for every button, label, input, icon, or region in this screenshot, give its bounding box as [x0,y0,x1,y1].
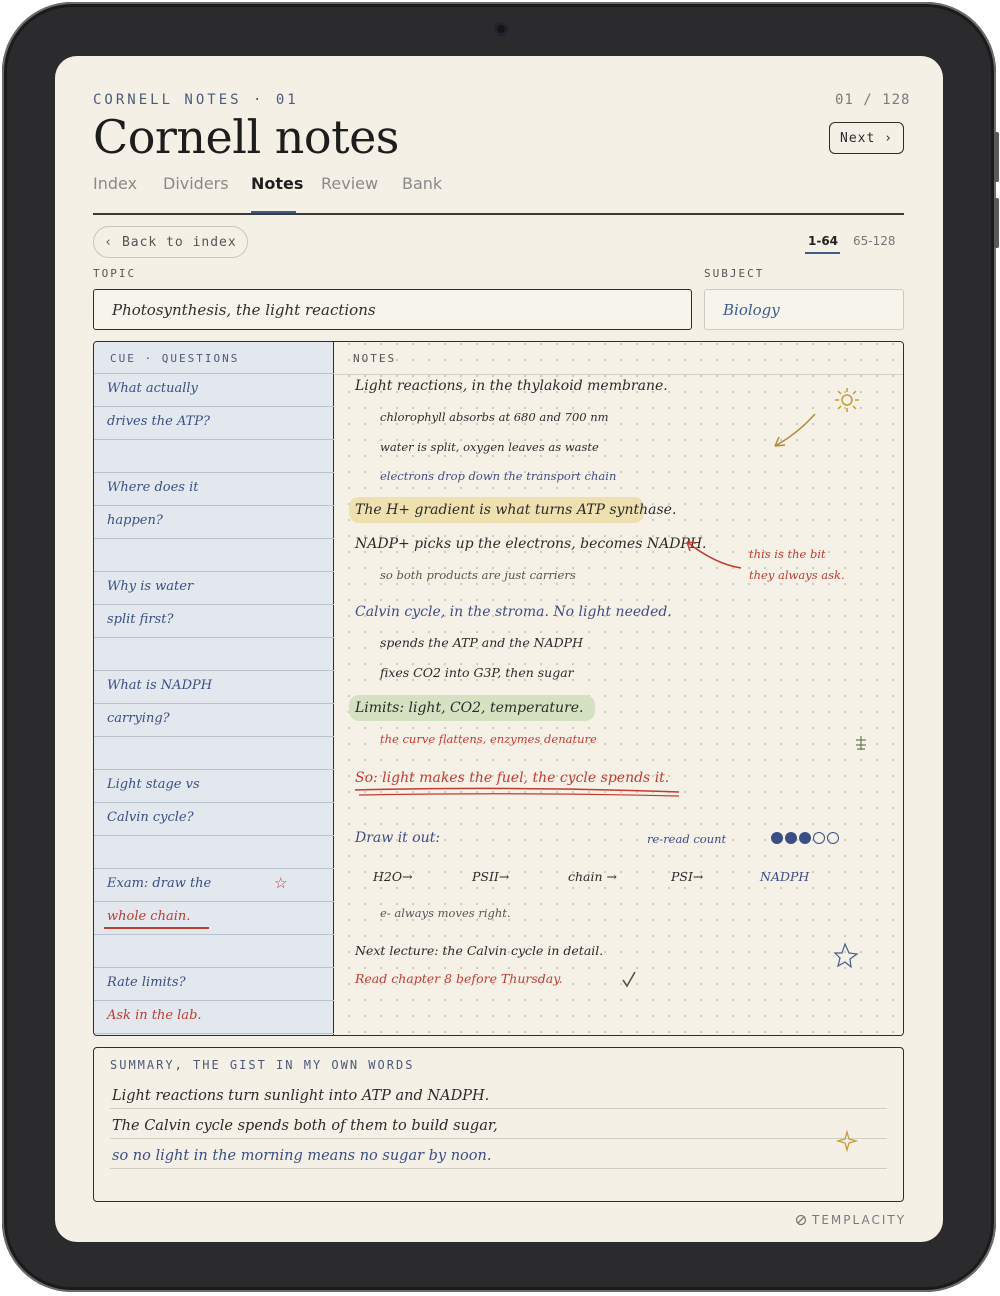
page-title: Cornell notes [93,110,399,164]
margin-note: they always ask. [749,568,845,582]
cue-rule [94,406,334,407]
cue-column [94,342,334,1035]
cue-heading: CUE · QUESTIONS [110,352,240,365]
cue-rule [94,1033,334,1034]
tab-review[interactable]: Review [321,174,379,193]
tab-dividers[interactable]: Dividers [163,174,229,193]
summary-heading: SUMMARY, THE GIST IN MY OWN WORDS [110,1058,415,1072]
notes-column[interactable] [335,342,903,1035]
cue-line: Ask in the lab. [107,1008,202,1023]
cue-line: split first? [107,612,174,627]
note-highlight: The H+ gradient is what turns ATP synthase. [355,502,677,518]
sparkle-icon [835,944,857,967]
page-eyebrow: CORNELL NOTES · 01 [93,92,299,108]
tab-bank[interactable]: Bank [402,174,443,193]
summary-box[interactable] [93,1047,904,1202]
underline-doodle [355,788,679,792]
back-to-index-button[interactable]: ‹ Back to index [93,226,248,258]
checkmark-icon [623,972,635,986]
summary-rule [110,1108,887,1109]
cue-rule [94,505,334,506]
note-detail: chlorophyll absorbs at 680 and 700 nm [380,410,609,424]
chain-step: PSI→ [671,869,704,884]
cue-line: drives the ATP? [107,414,211,429]
chain-step: PSII→ [472,869,510,884]
volume-button [994,198,999,248]
brand-name: TEMPLACITY [812,1213,907,1227]
sparkle-icon [836,1130,858,1152]
cue-rule [94,472,334,473]
summary-line: Light reactions turn sunlight into ATP and NADPH. [112,1088,490,1104]
cue-rule [94,736,334,737]
cue-rule [94,571,334,572]
brand-icon [795,1214,807,1226]
star-icon: ☆ [274,874,288,892]
cue-line: What actually [107,381,198,396]
reread-label: re-read count [647,832,727,846]
note-next-lecture: Next lecture: the Calvin cycle in detail. [355,943,604,958]
summary-line: so no light in the morning means no sugar by noon. [112,1148,492,1164]
cue-line: Calvin cycle? [107,810,194,825]
front-camera [494,22,508,36]
note-nadp: NADP+ picks up the electrons, becomes NADPH. [355,536,707,552]
cornell-grid [93,341,904,1036]
topic-field[interactable]: Photosynthesis, the light reactions [93,289,692,330]
underline-doodle [359,794,679,796]
page-counter: 01 / 128 [835,92,911,108]
cue-line: Why is water [107,579,194,594]
cue-line: Light stage vs [107,777,200,792]
cue-rule [94,670,334,671]
note-calvin-detail: spends the ATP and the NADPH [380,635,583,650]
note-calvin: Calvin cycle, in the stroma. No light needed. [355,604,672,620]
chain-step: chain → [568,869,617,884]
arrow-icon [687,542,741,568]
sun-icon [835,388,859,412]
cue-rule [94,835,334,836]
brand-logo [795,1213,906,1227]
chain-step: H2O→ [373,869,413,884]
arrow-icon [775,414,815,446]
cue-rule [94,439,334,440]
cue-rule [94,604,334,605]
note-limits: Limits: light, CO2, temperature. [355,700,584,716]
cue-rule [94,769,334,770]
cue-rule [94,703,334,704]
note-main-heading: Light reactions, in the thylakoid membrane. [355,378,668,394]
cue-line: whole chain. [107,909,191,924]
note-nadp-sub: so both products are just carriers [380,568,576,582]
chain-note: e- always moves right. [380,906,511,920]
volume-button [994,132,999,182]
cue-line: Where does it [107,480,199,495]
notes-doodles [335,342,904,1036]
screen [55,56,943,1242]
range-65-128[interactable]: 65-128 [853,234,896,248]
cue-line: happen? [107,513,163,528]
range-underline [805,252,840,254]
notes-heading: NOTES [353,352,397,365]
note-conclusion: So: light makes the fuel, the cycle spends it. [355,770,670,786]
cue-rule [94,637,334,638]
cue-rule [94,967,334,968]
cue-line: Rate limits? [107,975,186,990]
tab-index[interactable]: Index [93,174,138,193]
summary-line: The Calvin cycle spends both of them to build sugar, [112,1118,498,1134]
summary-rule [110,1138,887,1139]
cue-rule [94,901,334,902]
note-read-chapter: Read chapter 8 before Thursday. [355,971,563,986]
cue-line: What is NADPH [107,678,213,693]
note-calvin-detail: fixes CO2 into G3P, then sugar [380,665,574,680]
next-button[interactable]: Next › [829,122,904,154]
summary-rule [110,1168,887,1169]
cue-rule [94,538,334,539]
cue-rule [94,802,334,803]
note-detail: electrons drop down the transport chain [380,469,617,483]
cue-line: Exam: draw the [107,876,212,891]
tab-notes[interactable]: Notes [251,174,304,193]
range-1-64[interactable]: 1-64 [808,234,839,248]
cue-rule [94,934,334,935]
margin-note: this is the bit [749,547,826,561]
note-draw: Draw it out: [355,830,441,846]
cue-rule [94,1000,334,1001]
note-detail: water is split, oxygen leaves as waste [380,440,599,454]
subject-label: SUBJECT [704,267,765,280]
cue-rule [94,373,334,374]
underline-doodle [104,927,209,929]
chain-step: NADPH [760,869,810,884]
header-divider [93,213,904,215]
note-limits-sub: the curve flattens, enzymes denature [380,732,597,746]
leaf-icon [856,736,866,750]
subject-field[interactable]: Biology [704,289,904,330]
cue-rule [94,868,334,869]
topic-label: TOPIC [93,267,137,280]
cue-line: carrying? [107,711,170,726]
